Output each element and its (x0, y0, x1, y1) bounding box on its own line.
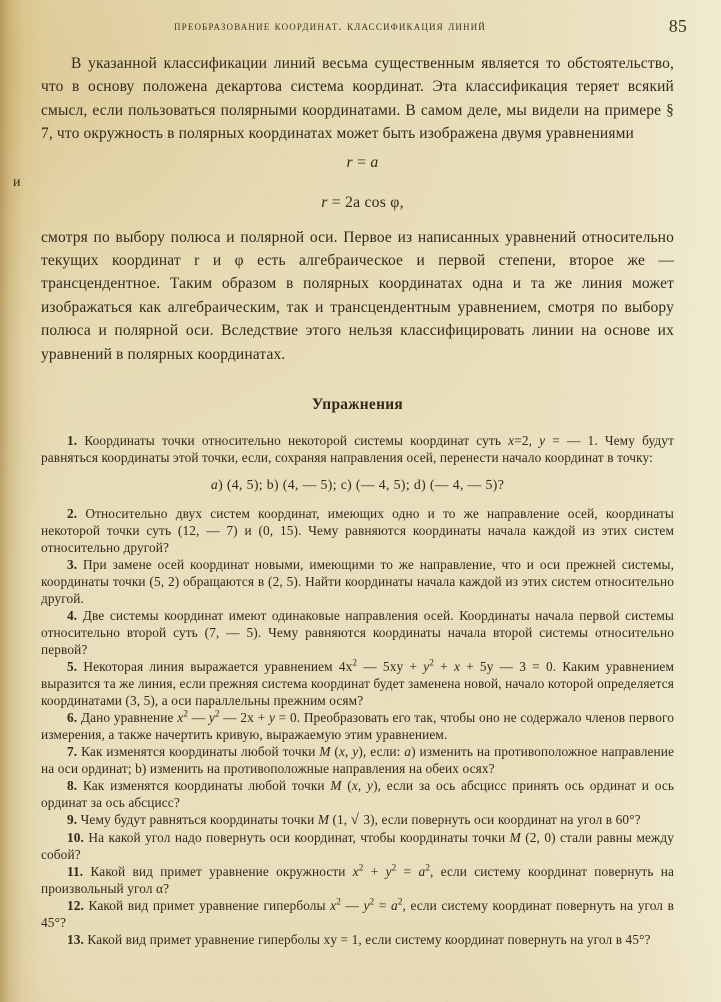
exercise-item (41, 777, 674, 811)
exercise-item (41, 607, 674, 658)
exercise-item (41, 709, 674, 743)
page-body (13, 52, 675, 948)
exercise-item (41, 863, 674, 897)
exercise-number: 7. (67, 744, 78, 760)
exercise-text: Какой вид примет уравнение окружности $x^2 + y^2 = a^2$, если систему координат повернуть на произвольный угол α? (41, 863, 674, 897)
exercise-number: 9. (67, 812, 78, 828)
running-head-title: преобразование координат. классификация линий (174, 19, 486, 33)
exercise-item (41, 556, 674, 607)
exercise-number: 6. (67, 710, 78, 726)
exercise-number: 13. (67, 932, 84, 948)
exercise-text: Как изменятся координаты любой точки M (x, y), если: a) изменить на противоположное направление на оси ординат; b) изменить на противоположные направления на обеих осях? (41, 744, 674, 777)
exercise-text: Координаты точки относительно некоторой системы координат суть x=2, y = — 1. Чему будут равняться координаты этой точки, если, сохраняя направления осей, перенести начало координат в точку: (41, 433, 674, 466)
exercise-text: Какой вид примет уравнение гиперболы $x^2$ — $y^2 = a^2$, если систему координат повернуть на угол в 45°? (41, 897, 674, 931)
exercise-item (41, 829, 674, 863)
exercise-text: Как изменятся координаты любой точки M (x, y), если за ось абсцисс принять ось ординат и ось ординат за ось абсцисс? (41, 778, 675, 811)
exercise-item (41, 658, 674, 709)
exercise-number: 2. (67, 506, 78, 522)
exercise-text: При замене осей координат новыми, имеющими то же направление, что и оси прежней системы, координаты точки (5, 2) обращаются в (2, 5). Найти координаты начала каждой из этих систем относительно другой. (41, 557, 675, 607)
exercise-text: Чему будут равняться координаты точки M (1, √ 3), если повернуть оси координат на угол в 60°? (80, 812, 641, 829)
exercises-heading: Упражнения (311, 396, 404, 414)
exercise-text: Две системы координат имеют одинаковые направления осей. Координаты начала первой системы относительно второй суть (7, — 5). Чему равняются координаты начала второй системы относительно первой? (41, 608, 675, 658)
exercise-text: На какой угол надо повернуть оси координат, чтобы координаты точки M (2, 0) стали равны между собой? (41, 830, 675, 863)
page-number: 85 (668, 16, 687, 36)
exercise-number: 8. (67, 778, 78, 794)
exercise-number: 4. (67, 608, 78, 624)
exercise-item (41, 505, 674, 556)
exercise-text: Некоторая линия выражается уравнением $4x^2$ — $5xy + y^2 + x + 5y$ — 3 = 0. Каким уравнением выразится та же линия, если прежняя система координат будет заменена новой, начало которой определяется координатами (3, 5), а оси параллельны прежним осям? (41, 658, 674, 709)
exercise-number: 11. (67, 864, 84, 880)
display-equation-1: r = a (346, 153, 379, 171)
body-paragraph-1: В указанной классификации линий весьма существенным является то обстоятельство, что в основу положена декартова система координат. Эта классификация теряет всякий смысл, если пользоваться полярными координатами. В самом деле, мы видели на примере § 7, что окружность в полярных координатах может быть изображена двумя уравнениями (41, 55, 674, 143)
exercise-item (41, 432, 674, 466)
conjunction-text: и (13, 174, 21, 190)
exercise-number: 10. (67, 830, 84, 846)
equation-conjunction (13, 174, 674, 193)
exercise-item (41, 931, 674, 948)
exercise-item (41, 811, 674, 829)
body-paragraph-2: смотря по выбору полюса и полярной оси. Первое из написанных уравнений относительно текущих координат r и φ есть алгебраическое и первой степени, второе же — трансцендентное. Таким образом в полярных координатах одна и та же линия может изображаться как алгебраическим, так и трансцендентным уравнением, смотря по выбору полюса и полярной оси. Вследствие этого нельзя классифицировать линии на основе их уравнений в полярных координатах. (41, 228, 674, 363)
exercise-number: 3. (67, 557, 78, 573)
display-equation-2: r = 2a cos φ, (321, 193, 404, 211)
exercise-1-options: a) (4, 5); b) (4, — 5); c) (— 4, 5); d) (— 4, — 5)? (210, 477, 505, 493)
exercise-text: Дано уравнение $x^2$ — $y^2$ — 2x + y = 0. Преобразовать его так, чтобы оно не содержало членов первого измерения, а также начертить кривую, выражаемую этим уравнением. (41, 709, 675, 743)
exercise-number: 12. (67, 898, 84, 914)
exercise-item (41, 743, 674, 777)
exercise-number: 5. (67, 659, 78, 675)
exercise-text: Относительно двух систем координат, имеющих одно и то же направление осей, координаты некоторой точки суть (12, — 7) и (0, 15). Чему равняются координаты начала каждой из этих систем относительно другой? (41, 506, 674, 556)
exercise-text: Какой вид примет уравнение гиперболы xy = 1, если систему координат повернуть на угол в 45°? (87, 932, 651, 948)
exercises-list (41, 432, 674, 948)
exercise-number: 1. (67, 433, 78, 449)
exercise-item (41, 897, 674, 931)
running-head (0, 16, 721, 39)
